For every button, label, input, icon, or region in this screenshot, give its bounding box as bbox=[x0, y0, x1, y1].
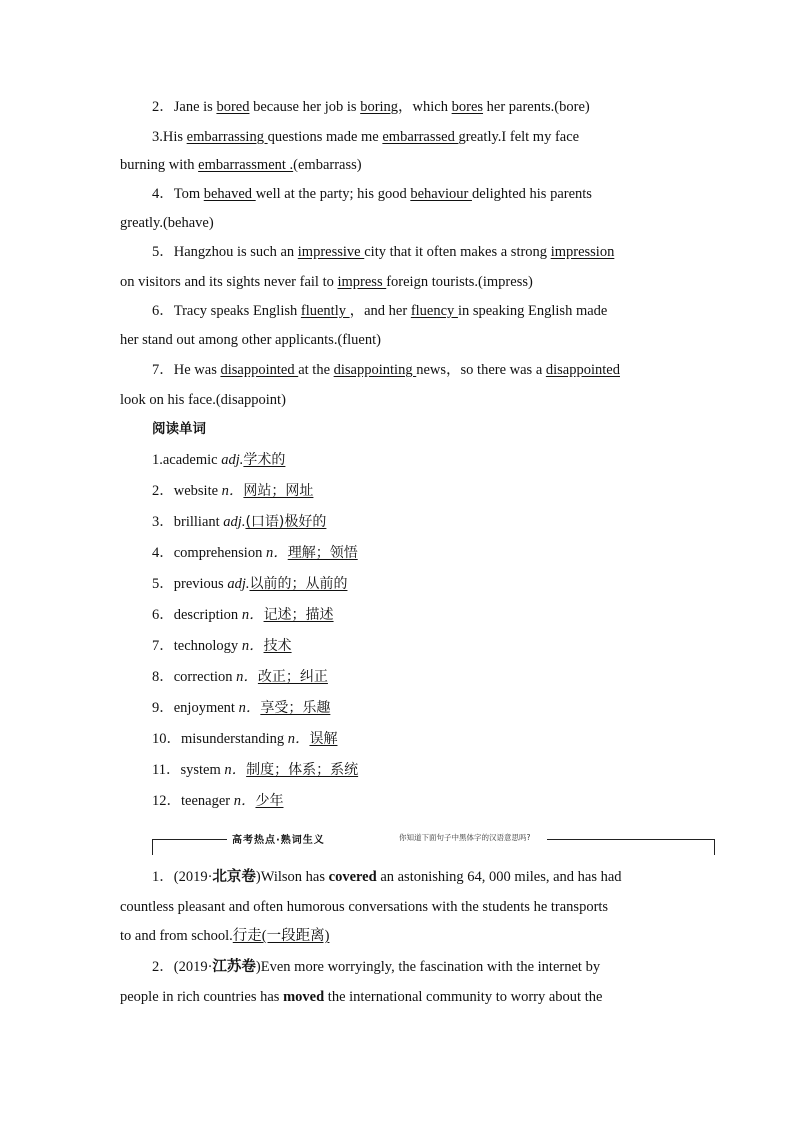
vocab-item bbox=[152, 543, 794, 563]
divider-tick-right bbox=[714, 839, 715, 855]
vocab-number: 2． bbox=[152, 483, 174, 499]
exercise-line-2 bbox=[120, 155, 794, 175]
vocab-word: website bbox=[173, 483, 222, 499]
text-run: )Wilson has bbox=[255, 869, 329, 885]
exercise-line-1 bbox=[152, 127, 794, 147]
vocab-pos: adj. bbox=[227, 576, 250, 592]
exam-line-1 bbox=[120, 897, 794, 917]
vocab-item bbox=[152, 636, 794, 656]
exercise-line-7 bbox=[152, 301, 794, 321]
reading-heading: 阅读单词 bbox=[152, 421, 206, 437]
vocab-word: academic bbox=[162, 452, 222, 468]
vocab-pos: n． bbox=[224, 762, 247, 778]
line-text bbox=[152, 186, 592, 202]
vocab-item bbox=[152, 698, 794, 718]
answer-blank: disappointing bbox=[333, 362, 417, 378]
vocab-item bbox=[152, 574, 794, 594]
answer-blank: bored bbox=[216, 99, 250, 115]
vocab-pos: n． bbox=[221, 483, 244, 499]
answer-blank: fluency bbox=[410, 303, 458, 319]
line-text bbox=[152, 244, 614, 260]
text-run: questions made me bbox=[267, 129, 383, 145]
vocab-number: 3． bbox=[152, 514, 174, 530]
text-run: 2．Jane is bbox=[152, 99, 217, 115]
vocab-item bbox=[152, 729, 794, 749]
line-text bbox=[152, 959, 600, 975]
line-text bbox=[120, 274, 533, 290]
vocab-pos: adj. bbox=[223, 514, 246, 530]
vocab-number: 9． bbox=[152, 700, 174, 716]
vocab-item bbox=[152, 667, 794, 687]
exam-line-3 bbox=[152, 957, 794, 977]
vocab-number: 11． bbox=[152, 762, 181, 778]
vocab-pos: n． bbox=[241, 607, 264, 623]
vocab-number: 6． bbox=[152, 607, 174, 623]
text-run: well at the party; his good bbox=[255, 186, 411, 202]
vocab-pos: n． bbox=[265, 545, 288, 561]
text-run: her parents.(bore) bbox=[483, 99, 590, 115]
vocab-word: brilliant bbox=[173, 514, 224, 530]
vocab-meaning: 技术 bbox=[263, 638, 292, 654]
line-text bbox=[152, 362, 620, 378]
vocab-word: technology bbox=[173, 638, 242, 654]
line-text bbox=[120, 157, 362, 173]
vocab-meaning: 学术的 bbox=[243, 452, 286, 468]
vocab-item bbox=[152, 512, 794, 532]
exam-line-4 bbox=[120, 987, 794, 1007]
answer-blank: bores bbox=[451, 99, 484, 115]
exercise-line-8 bbox=[120, 330, 794, 350]
text-run: an astonishing 64, 000 miles, and has had bbox=[376, 869, 622, 885]
line-text bbox=[120, 899, 608, 915]
divider-title: 高考热点·熟词生义 bbox=[232, 835, 325, 846]
vocab-number: 8． bbox=[152, 669, 174, 685]
text-run: in speaking English made bbox=[457, 303, 608, 319]
text-run: look on his face.(disappoint) bbox=[120, 392, 286, 408]
vocab-meaning: (口语)极好的 bbox=[245, 514, 327, 530]
exercise-line-0 bbox=[152, 97, 794, 117]
exercise-line-10 bbox=[120, 390, 794, 410]
text-run: news，so there was a bbox=[416, 362, 546, 378]
vocab-word: misunderstanding bbox=[181, 731, 288, 747]
vocab-item bbox=[152, 760, 794, 780]
text-run: the international community to worry about the bbox=[324, 989, 603, 1005]
exam-line-2 bbox=[120, 926, 794, 946]
text-run: greatly.(behave) bbox=[120, 215, 214, 231]
vocab-pos: n． bbox=[236, 669, 258, 685]
answer-blank: disappointed bbox=[220, 362, 299, 378]
answer-blank: behaved bbox=[203, 186, 256, 202]
answer-blank: impressive bbox=[297, 244, 365, 260]
vocab-meaning: 享受；乐趣 bbox=[260, 700, 331, 716]
vocab-number: 12． bbox=[152, 793, 181, 809]
divider-tick-left bbox=[152, 839, 153, 855]
text-run: 4．Tom bbox=[152, 186, 204, 202]
text-run: foreign tourists.(impress) bbox=[386, 274, 533, 290]
exercise-line-9 bbox=[152, 360, 794, 380]
vocab-meaning: 以前的；从前的 bbox=[249, 576, 348, 592]
section-divider bbox=[152, 826, 715, 858]
vocab-pos: n． bbox=[287, 731, 310, 747]
text-run: countless pleasant and often humorous conversations with the students he transports bbox=[120, 899, 609, 915]
vocab-pos: n． bbox=[233, 793, 256, 809]
text-run: people in rich countries has bbox=[120, 989, 284, 1005]
line-text bbox=[152, 129, 579, 145]
divider-line-right bbox=[547, 839, 715, 840]
exam-source: 北京卷 bbox=[212, 869, 256, 885]
text-run: on visitors and its sights never fail to bbox=[120, 274, 338, 290]
text-run: city that it often makes a strong bbox=[364, 244, 551, 260]
vocab-number: 1. bbox=[152, 452, 163, 468]
line-text bbox=[152, 99, 590, 115]
text-run: ，which bbox=[398, 99, 452, 115]
answer-blank: impression bbox=[550, 244, 615, 260]
vocab-meaning: 少年 bbox=[255, 793, 284, 809]
divider-line-left bbox=[152, 839, 227, 840]
text-run: 1．(2019· bbox=[152, 869, 213, 885]
text-run: )Even more worryingly, the fascination with the internet by bbox=[255, 959, 601, 975]
text-run: greatly.I felt my face bbox=[458, 129, 580, 145]
text-run: to and from school. bbox=[120, 928, 233, 944]
exercise-line-4 bbox=[120, 213, 794, 233]
answer-blank: embarrassment . bbox=[198, 157, 294, 173]
answer-blank: boring bbox=[360, 99, 399, 115]
answer-blank: embarrassing bbox=[186, 129, 268, 145]
bold-keyword: covered bbox=[328, 869, 377, 885]
line-text bbox=[120, 928, 329, 944]
vocab-item bbox=[152, 450, 794, 470]
line-text bbox=[120, 392, 286, 408]
exercise-line-6 bbox=[120, 272, 794, 292]
vocab-meaning: 理解；领悟 bbox=[287, 545, 358, 561]
text-run: 6．Tracy speaks English bbox=[152, 303, 301, 319]
vocab-word: correction bbox=[173, 669, 237, 685]
text-run: because her job is bbox=[249, 99, 361, 115]
exercise-line-5 bbox=[152, 242, 794, 262]
text-run: 2．(2019· bbox=[152, 959, 213, 975]
text-run: her stand out among other applicants.(fluent) bbox=[120, 332, 381, 348]
vocab-meaning: 改正；纠正 bbox=[257, 669, 328, 685]
text-run: 3.His bbox=[152, 129, 187, 145]
vocab-meaning: 记述；描述 bbox=[263, 607, 334, 623]
text-run: ，and her bbox=[349, 303, 411, 319]
vocab-meaning: 制度；体系；系统 bbox=[246, 762, 359, 778]
vocab-number: 10． bbox=[152, 731, 181, 747]
divider-subtitle: 你知道下面句子中黑体字的汉语意思吗? bbox=[399, 833, 531, 842]
answer-blank: disappointed bbox=[545, 362, 620, 378]
text-run: at the bbox=[298, 362, 334, 378]
vocab-word: enjoyment bbox=[173, 700, 239, 716]
text-run: delighted his parents bbox=[471, 186, 592, 202]
answer-blank: impress bbox=[337, 274, 387, 290]
vocab-word: system bbox=[180, 762, 225, 778]
text-run: 5．Hangzhou is such an bbox=[152, 244, 298, 260]
text-run: burning with bbox=[120, 157, 199, 173]
answer-blank: behaviour bbox=[410, 186, 472, 202]
line-text bbox=[120, 215, 214, 231]
vocab-word: description bbox=[173, 607, 242, 623]
vocab-item bbox=[152, 605, 794, 625]
answer-blank: embarrassed bbox=[382, 129, 459, 145]
vocab-pos: n． bbox=[241, 638, 264, 654]
exam-source: 江苏卷 bbox=[212, 959, 256, 975]
exam-line-0 bbox=[152, 867, 794, 887]
exercise-line-3 bbox=[152, 184, 794, 204]
vocab-meaning: 网站；网址 bbox=[243, 483, 314, 499]
text-run: 7．He was bbox=[152, 362, 221, 378]
vocab-word: previous bbox=[173, 576, 228, 592]
bold-keyword: moved bbox=[283, 989, 325, 1005]
line-text bbox=[120, 332, 381, 348]
line-text bbox=[120, 989, 602, 1005]
line-text bbox=[152, 869, 622, 885]
line-text bbox=[152, 303, 607, 319]
answer-blank: 行走(一段距离) bbox=[232, 928, 330, 944]
vocab-item bbox=[152, 791, 794, 811]
answer-blank: fluently bbox=[300, 303, 350, 319]
text-run: (embarrass) bbox=[293, 157, 362, 173]
vocab-number: 5． bbox=[152, 576, 174, 592]
vocab-word: comprehension bbox=[173, 545, 266, 561]
vocab-meaning: 误解 bbox=[309, 731, 338, 747]
vocab-word: teenager bbox=[181, 793, 234, 809]
vocab-pos: adj. bbox=[221, 452, 244, 468]
vocab-item bbox=[152, 481, 794, 501]
vocab-number: 4． bbox=[152, 545, 174, 561]
vocab-pos: n． bbox=[238, 700, 261, 716]
vocab-number: 7． bbox=[152, 638, 174, 654]
